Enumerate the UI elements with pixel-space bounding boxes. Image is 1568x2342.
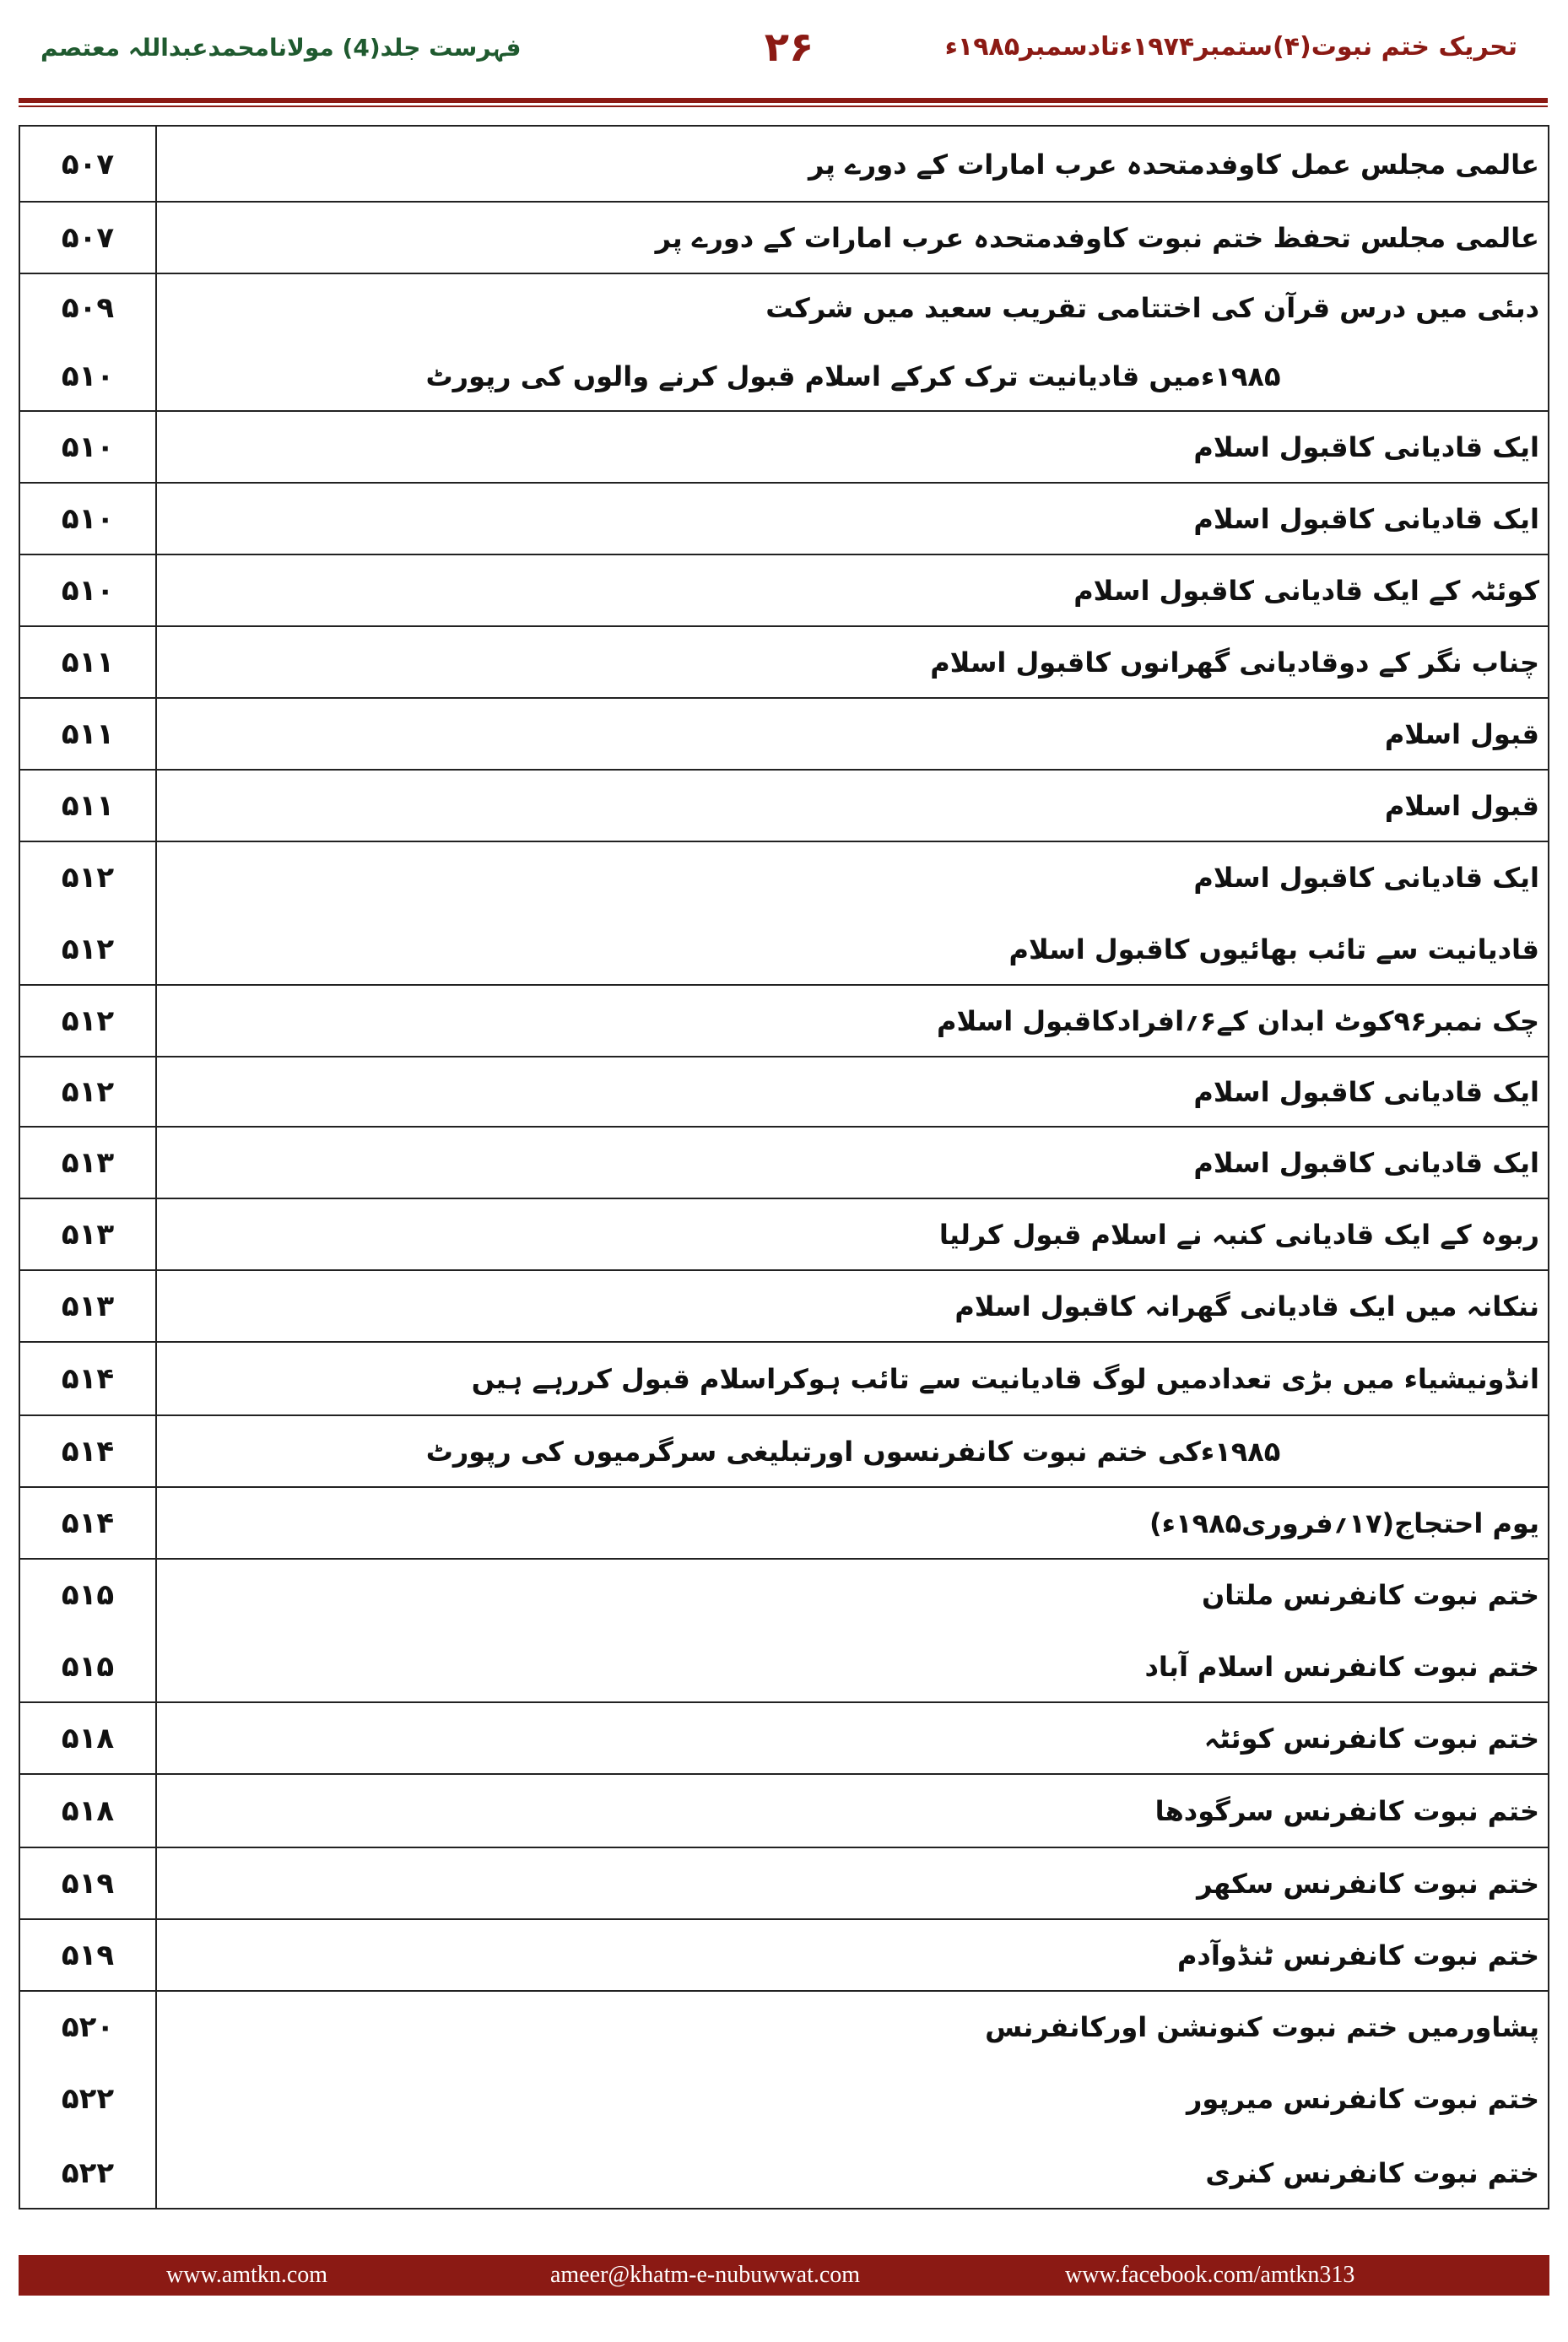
toc-entry-title[interactable]: قبول اسلام — [1384, 790, 1539, 822]
toc-entry-title[interactable]: ختم نبوت کانفرنس میرپور — [1186, 2083, 1539, 2115]
toc-row — [20, 1560, 1548, 1631]
toc-row — [20, 1775, 1548, 1848]
toc-row — [20, 1848, 1548, 1920]
toc-entry-title[interactable]: ننکانہ میں ایک قادیانی گھرانہ کاقبول اسلام — [954, 1290, 1539, 1322]
toc-entry-page: ۵۱۳ — [61, 1146, 115, 1180]
toc-entry-page: ۵۱۸ — [61, 1722, 115, 1755]
email-link[interactable]: ameer@khatm-e-nubuwwat.com — [550, 2262, 861, 2288]
header-rule-thick — [19, 98, 1548, 103]
toc-row — [20, 1416, 1548, 1488]
toc-entry-page: ۵۲۰ — [61, 2010, 115, 2044]
toc-entry-title[interactable]: دبئی میں درس قرآن کی اختتامی تقریب سعید میں شرکت — [765, 292, 1539, 324]
toc-row — [20, 2135, 1548, 2211]
toc-entry-title[interactable]: پشاورمیں ختم نبوت کنونشن اورکانفرنس — [985, 2011, 1539, 2043]
toc-entry-page: ۵۱۵ — [61, 1650, 115, 1684]
toc-entry-page: ۵۱۱ — [61, 789, 115, 823]
toc-entry-page: ۵۱۰ — [61, 430, 115, 464]
toc-entry-title[interactable]: ایک قادیانی کاقبول اسلام — [1193, 1076, 1539, 1108]
toc-entry-title[interactable]: انڈونیشیاء میں بڑی تعدادمیں لوگ قادیانیت سے تائب ہوکراسلام قبول کررہے ہیں — [471, 1363, 1539, 1395]
toc-row — [20, 771, 1548, 842]
toc-row — [20, 342, 1548, 412]
toc-row — [20, 914, 1548, 986]
toc-entry-page: ۵۱۴ — [61, 1435, 115, 1468]
toc-entry-page: ۵۰۷ — [61, 221, 115, 255]
toc-row — [20, 412, 1548, 484]
toc-entry-page: ۵۱۱ — [61, 646, 115, 679]
toc-entry-page: ۵۱۰ — [61, 502, 115, 536]
toc-entry-title[interactable]: ختم نبوت کانفرنس ٹنڈوآدم — [1176, 1939, 1539, 1971]
toc-row — [20, 1703, 1548, 1775]
toc-entry-title[interactable]: عالمی مجلس تحفظ ختم نبوت کاوفدمتحدہ عرب امارات کے دورے پر — [655, 222, 1539, 254]
toc-entry-page: ۵۱۲ — [61, 933, 115, 966]
toc-entry-title[interactable]: کوئٹہ کے ایک قادیانی کاقبول اسلام — [1073, 575, 1539, 607]
toc-row — [20, 1271, 1548, 1343]
toc-entry-title[interactable]: یوم احتجاج(۱۷؍فروری۱۹۸۵ء) — [1149, 1507, 1539, 1539]
toc-entry-title[interactable]: ختم نبوت کانفرنس سکھر — [1197, 1868, 1539, 1900]
toc-entry-title[interactable]: ختم نبوت کانفرنس کوئٹہ — [1203, 1723, 1539, 1755]
toc-entry-page: ۵۱۲ — [61, 1075, 115, 1109]
toc-entry-title[interactable]: عالمی مجلس عمل کاوفدمتحدہ عرب امارات کے دورے پر — [808, 149, 1539, 181]
toc-entry-title[interactable]: ۱۹۸۵ءمیں قادیانیت ترک کرکے اسلام قبول کرنے والوں کی رپورٹ — [425, 360, 1281, 392]
toc-row — [20, 203, 1548, 274]
toc-entry-title[interactable]: چک نمبر۹۶کوٹ ابدان کے۶؍افرادکاقبول اسلام — [937, 1005, 1539, 1037]
toc-entry-page: ۵۱۰ — [61, 360, 115, 393]
page-header — [0, 0, 1568, 105]
toc-row — [20, 555, 1548, 627]
toc-row — [20, 1343, 1548, 1416]
toc-entry-title[interactable]: ایک قادیانی کاقبول اسلام — [1193, 431, 1539, 463]
toc-entry-page: ۵۱۹ — [61, 1867, 115, 1901]
toc-entry-page: ۵۱۰ — [61, 574, 115, 608]
toc-row — [20, 986, 1548, 1057]
toc-entry-title[interactable]: ختم نبوت کانفرنس ملتان — [1201, 1579, 1539, 1611]
website-link[interactable]: www.amtkn.com — [166, 2262, 328, 2288]
toc-row — [20, 127, 1548, 203]
table-of-contents — [19, 125, 1549, 2209]
toc-entry-page: ۵۲۲ — [61, 2082, 115, 2116]
toc-row — [20, 274, 1548, 342]
toc-row — [20, 1920, 1548, 1992]
toc-row — [20, 1199, 1548, 1271]
toc-entry-page: ۵۰۹ — [61, 291, 115, 325]
toc-entry-title[interactable]: قادیانیت سے تائب بھائیوں کاقبول اسلام — [1008, 933, 1539, 965]
toc-entry-page: ۵۱۱ — [61, 717, 115, 751]
page-number: ۲۶ — [764, 24, 814, 71]
toc-row — [20, 1057, 1548, 1128]
toc-entry-title[interactable]: ختم نبوت کانفرنس سرگودھا — [1154, 1795, 1539, 1827]
toc-row — [20, 1992, 1548, 2063]
toc-row — [20, 842, 1548, 914]
toc-entry-title[interactable]: ایک قادیانی کاقبول اسلام — [1193, 1147, 1539, 1179]
toc-row — [20, 1631, 1548, 1703]
toc-entry-page: ۵۱۴ — [61, 1362, 115, 1396]
toc-entry-page: ۵۲۲ — [61, 2156, 115, 2190]
toc-entry-page: ۵۱۳ — [61, 1290, 115, 1323]
page-footer — [19, 2255, 1549, 2296]
toc-entry-page: ۵۱۹ — [61, 1939, 115, 1972]
toc-entry-title[interactable]: ۱۹۸۵ءکی ختم نبوت کانفرنسوں اورتبلیغی سرگرمیوں کی رپورٹ — [425, 1436, 1281, 1468]
toc-entry-title[interactable]: ختم نبوت کانفرنس کنری — [1205, 2157, 1539, 2189]
toc-entry-page: ۵۱۳ — [61, 1218, 115, 1252]
toc-entry-title[interactable]: ختم نبوت کانفرنس اسلام آباد — [1144, 1651, 1539, 1683]
book-title: تحریک ختم نبوت(۴)ستمبر۱۹۷۴ءتادسمبر۱۹۸۵ء — [944, 32, 1517, 62]
toc-row — [20, 1488, 1548, 1560]
toc-row — [20, 699, 1548, 771]
toc-row — [20, 2063, 1548, 2135]
toc-entry-title[interactable]: قبول اسلام — [1384, 718, 1539, 750]
toc-entry-title[interactable]: چناب نگر کے دوقادیانی گھرانوں کاقبول اسلام — [930, 646, 1539, 679]
toc-entry-title[interactable]: ربوہ کے ایک قادیانی کنبہ نے اسلام قبول کرلیا — [938, 1219, 1539, 1251]
toc-entry-page: ۵۱۸ — [61, 1794, 115, 1828]
toc-entry-page: ۵۰۷ — [61, 148, 115, 181]
toc-row — [20, 627, 1548, 699]
toc-entry-page: ۵۱۵ — [61, 1578, 115, 1612]
toc-entry-page: ۵۱۴ — [61, 1506, 115, 1540]
index-title: فہرست جلد(4) مولانامحمدعبداللہ معتصم — [41, 34, 522, 62]
toc-entry-title[interactable]: ایک قادیانی کاقبول اسلام — [1193, 862, 1539, 894]
toc-entry-page: ۵۱۲ — [61, 861, 115, 895]
toc-entry-page: ۵۱۲ — [61, 1004, 115, 1038]
facebook-link[interactable]: www.facebook.com/amtkn313 — [1065, 2262, 1355, 2288]
toc-entry-title[interactable]: ایک قادیانی کاقبول اسلام — [1193, 503, 1539, 535]
toc-row — [20, 1128, 1548, 1199]
toc-row — [20, 484, 1548, 555]
header-rule-thin — [19, 105, 1548, 107]
